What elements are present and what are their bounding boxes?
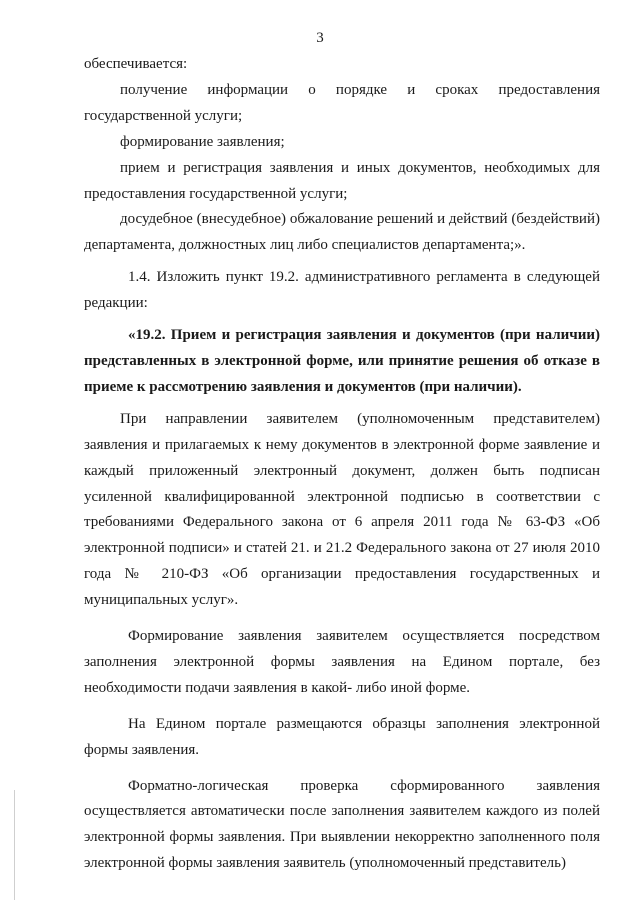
- paragraph: Формирование заявления заявителем осуществляется посредством заполнения электронной формы заявления на Едином портале, без необходимости подачи заявления в какой- либо иной форме.: [84, 628, 600, 696]
- paragraph: досудебное (внесудебное) обжалование решений и действий (бездействий) департамента, должностных лиц либо специалистов департамента;».: [84, 211, 600, 254]
- document-body: [84, 52, 600, 877]
- paragraph: формирование заявления;: [120, 133, 285, 150]
- paragraph: 1.4. Изложить пункт 19.2. административного регламента в следующей редакции:: [84, 269, 600, 312]
- paragraph: получение информации о порядке и сроках предоставления государственной услуги;: [84, 81, 600, 124]
- page-number: 3: [316, 30, 324, 46]
- paragraph: прием и регистрация заявления и иных документов, необходимых для предоставления государственной услуги;: [84, 159, 600, 202]
- paragraph: На Едином портале размещаются образцы заполнения электронной формы заявления.: [84, 715, 600, 758]
- section-heading: «19.2. Прием и регистрация заявления и документов (при наличии) представленных в электронной форме, или принятие решения об отказе в приеме к рассмотрению заявления и документов (при наличии).: [84, 327, 600, 395]
- scan-margin-line: [14, 790, 15, 900]
- paragraph: Форматно-логическая проверка сформированного заявления осуществляется автоматически после заполнения заявителем каждого из полей электронной формы заявления. При выявлении некорректно заполненного поля электронной формы заявления заявитель (уполномоченный представитель): [84, 777, 600, 872]
- paragraph: обеспечивается:: [84, 56, 188, 72]
- paragraph: При направлении заявителем (уполномоченным представителем) заявления и прилагаемых к нему документов в электронной форме заявление и каждый приложенный электронный документ, должен быть подписан усиленной квалифицированной электронной подписью в соответствии с требованиями Федерального закона от 6 апреля 2011 года № 63-ФЗ «Об электронной подписи» и статей 21. и 21.2 Федерального закона от 27 июля 2010 года № 210-ФЗ «Об организации предоставления государственных и муниципальных услуг».: [84, 410, 600, 609]
